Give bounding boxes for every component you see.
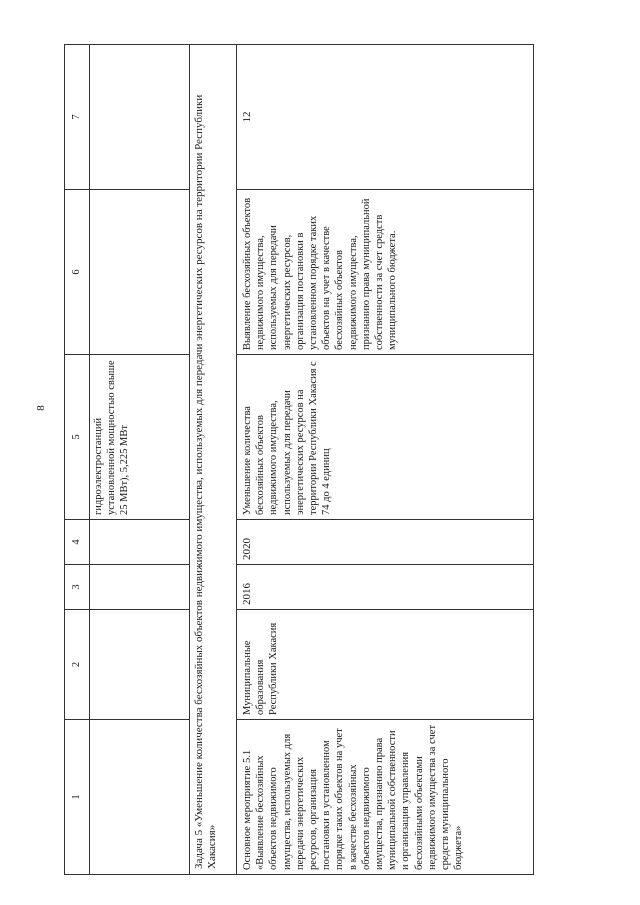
header-cell-1: 1 xyxy=(65,720,90,875)
start-year: 2016 xyxy=(237,565,534,610)
cont-cell-4 xyxy=(90,520,190,565)
header-cell-4: 4 xyxy=(65,520,90,565)
continuation-row xyxy=(90,45,190,875)
header-cell-7: 7 xyxy=(65,45,90,190)
cont-cell-2 xyxy=(90,610,190,720)
header-cell-6: 6 xyxy=(65,190,90,355)
header-cell-2: 2 xyxy=(65,610,90,720)
page-number: 8 xyxy=(34,405,47,411)
task-title: Задача 5 «Уменьшение количества бесхозяйных объектов недвижимого имущества, используемых для передачи энергетических ресурсов на территории Республики Хакасия» xyxy=(190,45,237,875)
header-cell-5: 5 xyxy=(65,355,90,520)
event-name: Основное мероприятие 5.1 «Выявление бесхозяйных объектов недвижимого имущества, используемых для передачи энергетических ресурсов, организация постановки в установленном порядке таких объектов на учет в качестве бесхозяйных объектов недвижимого имущества, признанию права муниципальной собственности и организация управления бесхозяйными объектами недвижимого имущества за счет средств муниципального бюджета» xyxy=(237,720,534,875)
header-row xyxy=(65,45,90,875)
indicator-code: 12 xyxy=(237,45,534,190)
cont-result-cell: гидроэлектростанций установленной мощностью свыше 25 МВт), 5,225 МВт xyxy=(90,355,190,520)
event-description: Выявление бесхозяйных объектов недвижимого имущества, используемых для передачи энергетических ресурсов, организация постановки в установленном порядке таких объектов на учет в качестве бесхозяйных объектов недвижимого имущества, признанию права муниципальной собственности за счет средств муниципального бюджета. xyxy=(237,190,534,355)
cont-cell-1 xyxy=(90,720,190,875)
expected-result: Уменьшение количества бесхозяйных объектов недвижимого имущества, используемых для передачи энергетических ресурсов на территории Республики Хакасия с 74 до 4 единиц xyxy=(237,355,534,520)
cont-cell-6 xyxy=(90,190,190,355)
executor: Муниципальные образования Республики Хакасия xyxy=(237,610,534,720)
program-table xyxy=(64,44,534,875)
event-row xyxy=(237,45,534,875)
cont-cell-7 xyxy=(90,45,190,190)
cont-cell-3 xyxy=(90,565,190,610)
task-row xyxy=(190,45,237,875)
header-cell-3: 3 xyxy=(65,565,90,610)
end-year: 2020 xyxy=(237,520,534,565)
rotated-table-container xyxy=(64,45,534,875)
